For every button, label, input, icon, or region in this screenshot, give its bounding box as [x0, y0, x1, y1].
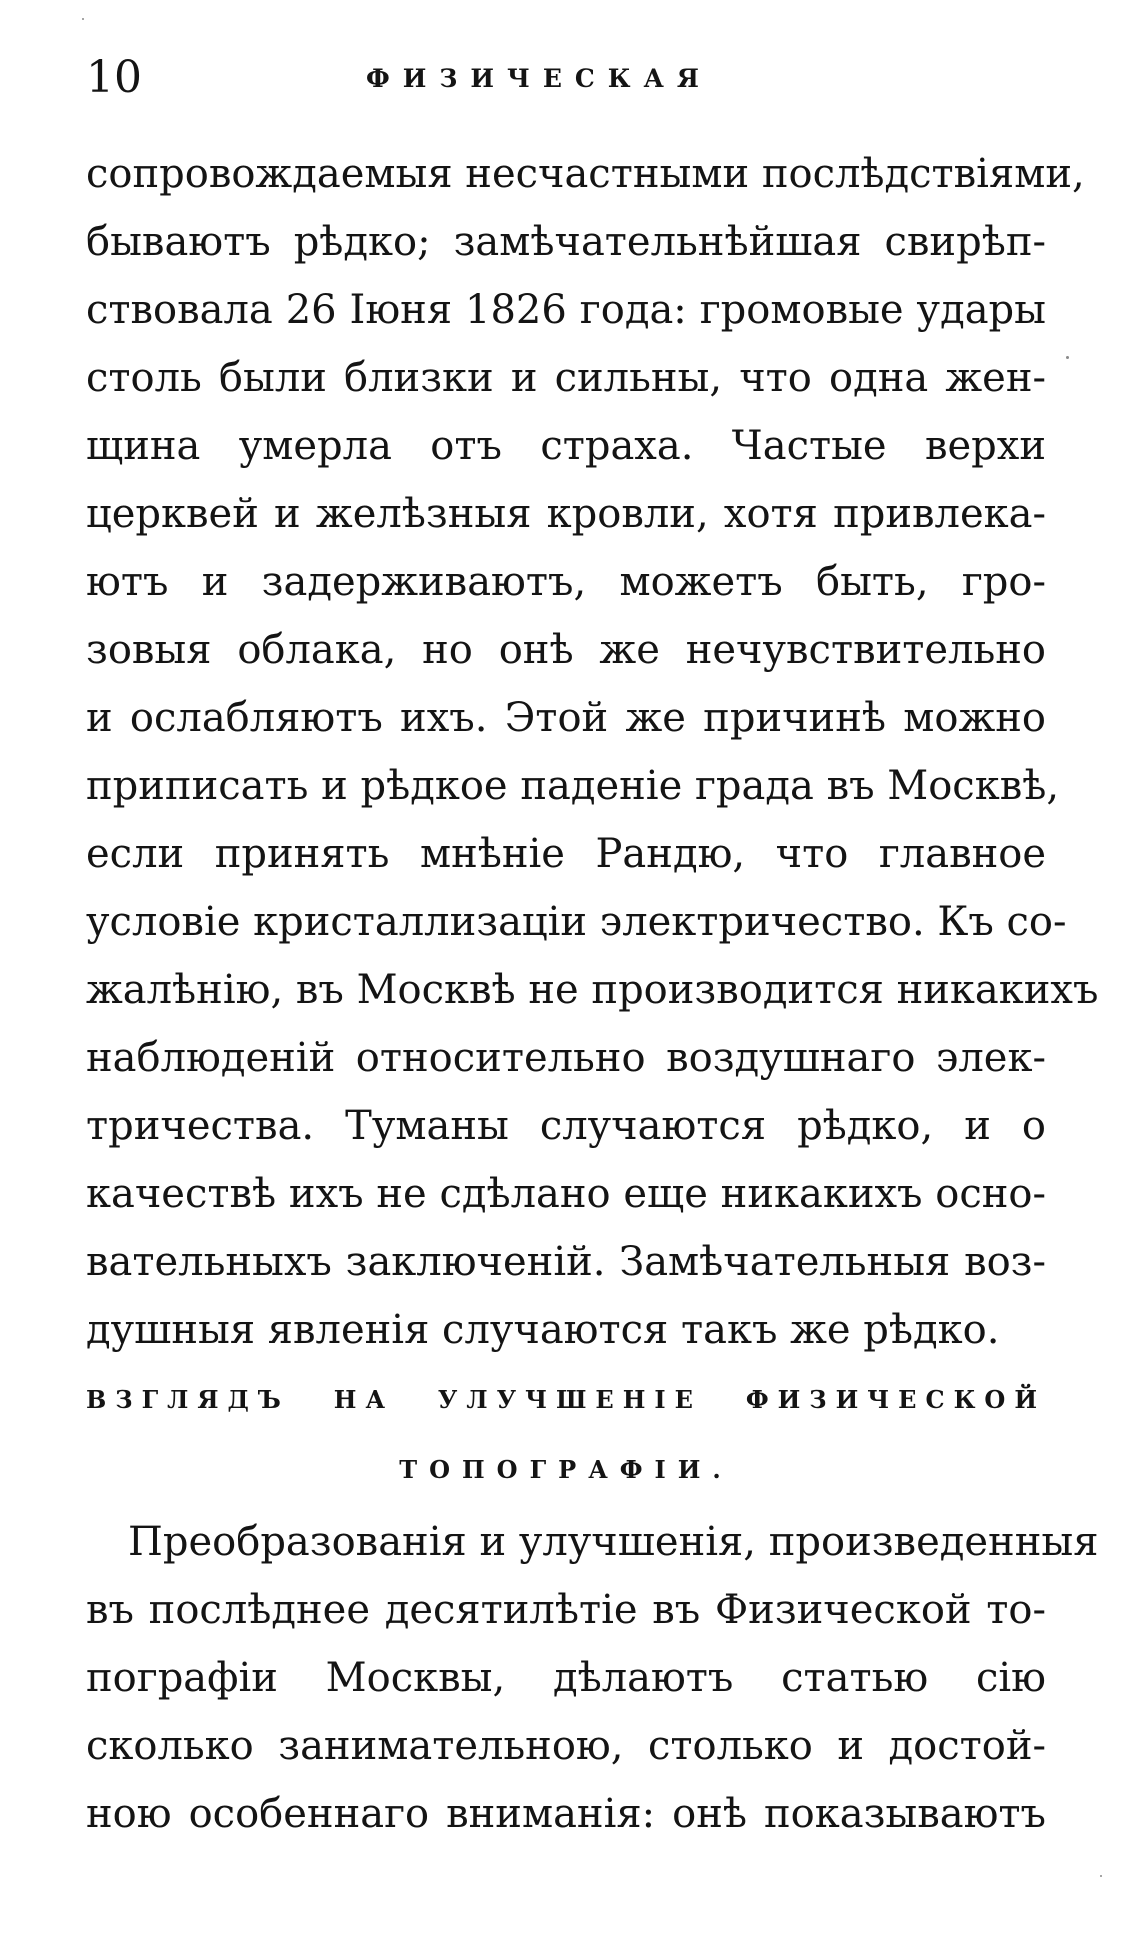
text-line: щина умерла отъ страха. Частые верхи [86, 423, 1046, 469]
section-heading-line-2: ТОПОГРАФІИ. [399, 1455, 733, 1484]
section-heading-line-1: ВЗГЛЯДЪ НА УЛУЧШЕНІЕ ФИЗИЧЕСКОЙ [86, 1385, 1046, 1414]
text-line: качествѣ ихъ не сдѣлано еще никакихъ осно- [86, 1171, 1046, 1217]
section-heading [86, 1365, 1046, 1505]
page-number: 10 [86, 52, 142, 103]
text-line: и ослабляютъ ихъ. Этой же причинѣ можно [86, 695, 1046, 741]
text-line: ствовала 26 Іюня 1826 года: громовые удары [86, 287, 1046, 333]
text-line: вательныхъ заключеній. Замѣчательныя воз- [86, 1239, 1046, 1285]
running-title: ФИЗИЧЕСКАЯ [366, 64, 712, 93]
text-line: сколько занимательною, столько и достой- [86, 1723, 1046, 1769]
paper-speck [1100, 1875, 1102, 1877]
text-line: столь были близки и сильны, что одна жен- [86, 355, 1046, 401]
text-line: бываютъ рѣдко; замѣчательнѣйшая свирѣп- [86, 219, 1046, 265]
text-line: церквей и желѣзныя кровли, хотя привлека- [86, 491, 1046, 537]
text-line: наблюденій относительно воздушнаго элек- [86, 1035, 1046, 1081]
text-line: жалѣнію, въ Москвѣ не производится никакихъ [86, 967, 1099, 1013]
text-line: сопровождаемыя несчастными послѣдствіями, [86, 151, 1085, 197]
text-line: тричества. Туманы случаются рѣдко, и о [86, 1103, 1046, 1149]
text-line: душныя явленія случаются такъ же рѣдко. [86, 1307, 1000, 1353]
paragraph-2 [86, 1508, 1099, 1848]
text-line: пографіи Москвы, дѣлаютъ статью сію [86, 1655, 1046, 1701]
text-line: въ послѣднее десятилѣтіе въ Физической то- [86, 1587, 1046, 1633]
text-line: зовыя облака, но онѣ же нечувствительно [86, 627, 1046, 673]
paper-speck [1066, 356, 1069, 359]
text-line: приписать и рѣдкое паденіе града въ Москвѣ, [86, 763, 1060, 809]
text-line: если принять мнѣніе Рандю, что главное [86, 831, 1046, 877]
paper-speck [82, 18, 84, 20]
running-head [86, 48, 1046, 108]
paragraph-1 [86, 140, 1099, 1364]
text-line: ною особеннаго вниманія: онѣ показываютъ [86, 1791, 1046, 1837]
text-line: Преобразованія и улучшенія, произведенныя [128, 1519, 1099, 1565]
text-line: ютъ и задерживаютъ, можетъ быть, гро- [86, 559, 1046, 605]
text-line: условіе кристаллизаціи электричество. Къ со- [86, 899, 1067, 945]
